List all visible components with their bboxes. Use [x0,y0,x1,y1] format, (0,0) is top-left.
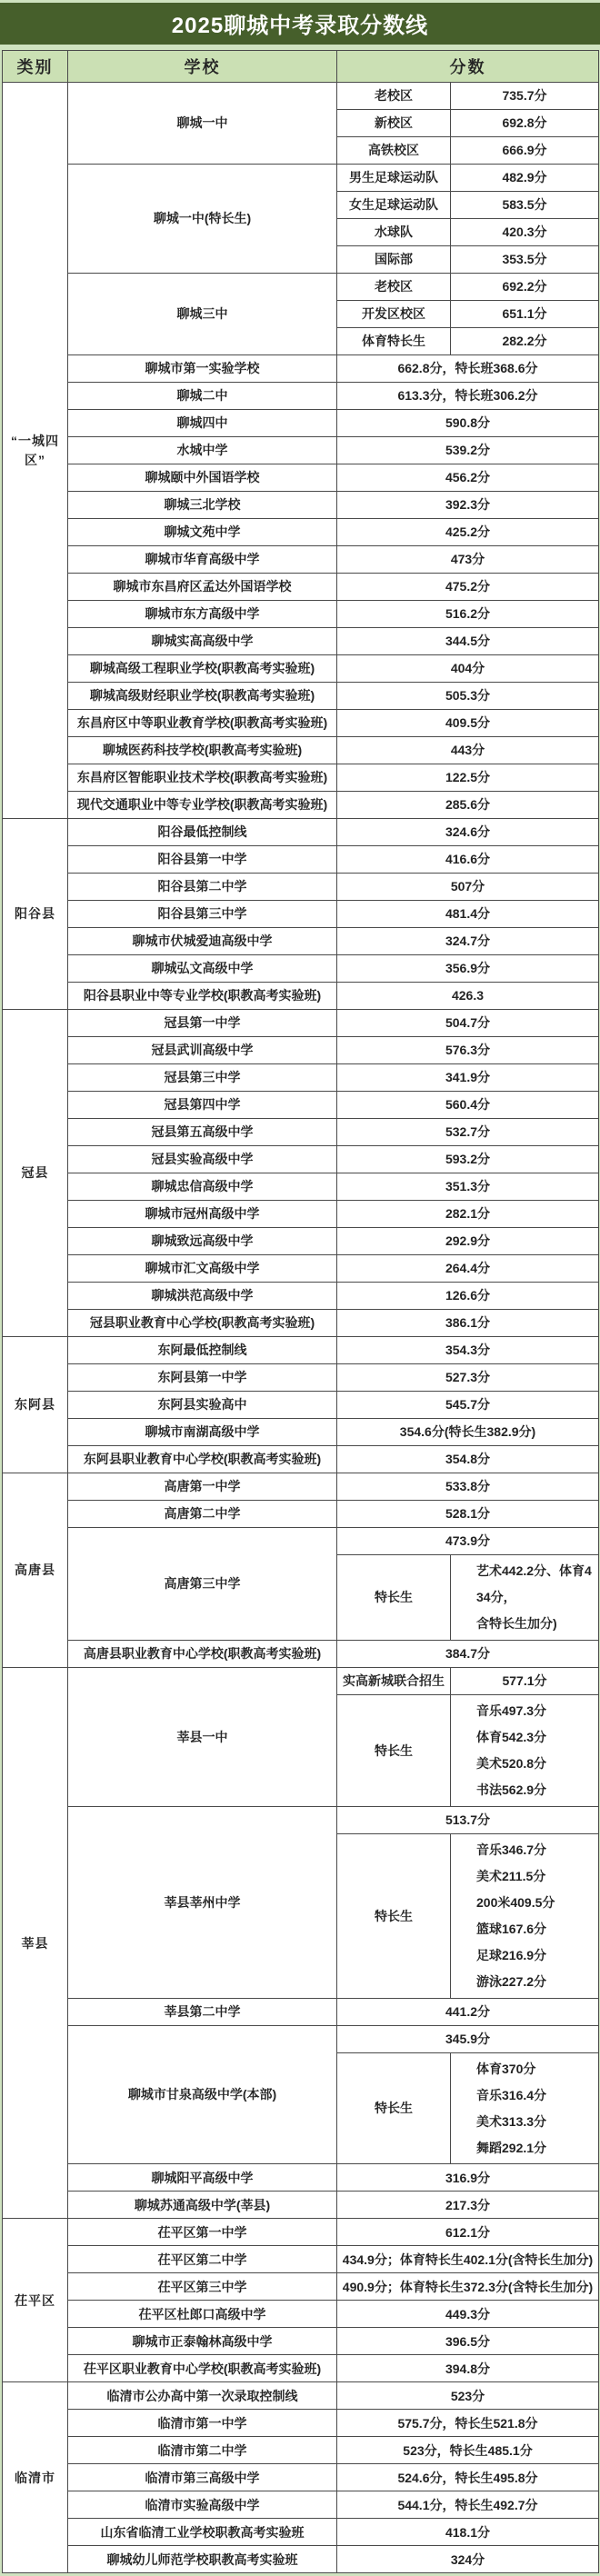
score-value-cell: 354.3分 [337,1337,599,1364]
table-row [3,846,599,874]
school-cell: 东昌府区中等职业教育学校(职教高考实验班) [68,710,337,737]
score-value-cell: 449.3分 [337,2301,599,2328]
score-value-cell: 613.3分，特长班306.2分 [337,383,599,410]
category-cell: 临清市 [3,2382,68,2573]
school-cell: 聊城市甘泉高级中学(本部) [68,2025,337,2164]
table-row [3,2519,599,2546]
school-cell: 阳谷县第二中学 [68,874,337,901]
score-type-cell: 国际部 [337,246,451,274]
school-cell: 聊城市正泰翰林高级中学 [68,2328,337,2355]
table-row [3,2246,599,2273]
table-row [3,955,599,983]
score-type-cell: 高铁校区 [337,137,451,165]
school-cell: 茌平区第二中学 [68,2246,337,2273]
school-cell: 莘县莘州中学 [68,1806,337,1998]
score-value-cell: 507分 [337,874,599,901]
score-value-cell: 523分，特长生485.1分 [337,2437,599,2464]
school-cell: 临清市第二中学 [68,2437,337,2464]
school-cell: 高唐第二中学 [68,1501,337,1528]
school-cell: 高唐县职业教育中心学校(职教高考实验班) [68,1640,337,1667]
school-cell: 聊城高级工程职业学校(职教高考实验班) [68,655,337,683]
score-value-cell: 473.9分 [337,1528,599,1555]
score-value-cell: 356.9分 [337,955,599,983]
score-value-cell: 420.3分 [451,219,599,246]
school-cell: 茌平区第三中学 [68,2273,337,2301]
score-value-cell: 528.1分 [337,1501,599,1528]
table-row [3,274,599,301]
table-row [3,1010,599,1037]
score-type-cell: 女生足球运动队 [337,192,451,219]
table-row [3,2546,599,2573]
table-row [3,1201,599,1228]
school-cell: 临清市公办高中第一次录取控制线 [68,2382,337,2410]
score-value-cell: 341.9分 [337,1064,599,1092]
school-cell: 冠县第三中学 [68,1064,337,1092]
school-cell: 聊城三中 [68,274,337,355]
school-cell: 冠县第一中学 [68,1010,337,1037]
table-row [3,1806,599,1833]
school-cell: 高唐第三中学 [68,1528,337,1641]
score-value-cell: 122.5分 [337,764,599,792]
table-row [3,737,599,764]
score-type-cell: 特长生 [337,1833,451,1998]
table-row [3,983,599,1010]
table-row [3,2328,599,2355]
score-value-cell: 音乐497.3分 体育542.3分 美术520.8分 书法562.9分 [451,1694,599,1806]
table-row [3,1037,599,1064]
score-value-cell: 473分 [337,546,599,574]
score-type-cell: 特长生 [337,1694,451,1806]
table-row [3,519,599,546]
school-cell: 莘县一中 [68,1667,337,1806]
table-row [3,683,599,710]
score-value-cell: 264.4分 [337,1255,599,1283]
table-row [3,1501,599,1528]
score-value-cell: 394.8分 [337,2355,599,2382]
score-value-cell: 386.1分 [337,1310,599,1337]
school-cell: 冠县第五高级中学 [68,1119,337,1146]
school-cell: 冠县第四中学 [68,1092,337,1119]
table-row [3,574,599,601]
school-cell: 莘县第二中学 [68,1998,337,2025]
school-cell: 聊城忠信高级中学 [68,1173,337,1201]
school-cell: 聊城市伏城爱迪高级中学 [68,928,337,955]
table-row [3,1228,599,1255]
score-value-cell: 艺术442.2分、体育434分， 含特长生加分) [451,1555,599,1641]
school-cell: 山东省临清工业学校职教高考实验班 [68,2519,337,2546]
table-row [3,1310,599,1337]
score-value-cell: 354.6分(特长生382.9分) [337,1419,599,1446]
score-value-cell: 590.8分 [337,410,599,437]
school-cell: 聊城弘文高级中学 [68,955,337,983]
table-row [3,355,599,383]
school-cell: 聊城医药科技学校(职教高考实验班) [68,737,337,764]
table-row [3,546,599,574]
score-value-cell: 516.2分 [337,601,599,628]
score-type-cell: 男生足球运动队 [337,165,451,192]
score-value-cell: 217.3分 [337,2192,599,2219]
school-cell: 茌平区杜郎口高级中学 [68,2301,337,2328]
school-cell: 阳谷县第一中学 [68,846,337,874]
school-cell: 东阿最低控制线 [68,1337,337,1364]
table-row [3,2491,599,2519]
score-value-cell: 490.9分；体育特长生372.3分(含特长生加分) [337,2273,599,2301]
school-cell: 东阿县第一中学 [68,1364,337,1392]
school-cell: 茌平区第一中学 [68,2219,337,2246]
table-row [3,1146,599,1173]
table-row [3,874,599,901]
school-cell: 聊城二中 [68,383,337,410]
score-value-cell: 426.3 [337,983,599,1010]
table-row [3,1064,599,1092]
score-value-cell: 282.2分 [451,328,599,355]
score-value-cell: 539.2分 [337,437,599,464]
score-value-cell: 481.4分 [337,901,599,928]
table-row [3,1392,599,1419]
school-cell: 聊城市东方高级中学 [68,601,337,628]
score-type-cell: 水球队 [337,219,451,246]
score-value-cell: 651.1分 [451,301,599,328]
score-value-cell: 532.7分 [337,1119,599,1146]
score-value-cell: 692.2分 [451,274,599,301]
table-row [3,655,599,683]
table-row [3,1119,599,1146]
school-cell: 东阿县实验高中 [68,1392,337,1419]
score-value-cell: 593.2分 [337,1146,599,1173]
score-type-cell: 体育特长生 [337,328,451,355]
score-value-cell: 404分 [337,655,599,683]
score-value-cell: 443分 [337,737,599,764]
school-cell: 聊城苏通高级中学(莘县) [68,2192,337,2219]
score-value-cell: 324.6分 [337,819,599,846]
score-type-cell: 特长生 [337,1555,451,1641]
score-value-cell: 662.8分，特长班368.6分 [337,355,599,383]
category-cell: 冠县 [3,1010,68,1337]
table-row [3,1255,599,1283]
school-cell: 水城中学 [68,437,337,464]
table-row [3,1173,599,1201]
school-cell: 聊城一中(特长生) [68,165,337,274]
score-value-cell: 353.5分 [451,246,599,274]
table-row [3,710,599,737]
score-value-cell: 545.7分 [337,1392,599,1419]
school-cell: 聊城市汇文高级中学 [68,1255,337,1283]
score-value-cell: 282.1分 [337,1201,599,1228]
score-value-cell: 612.1分 [337,2219,599,2246]
score-type-cell: 老校区 [337,274,451,301]
score-value-cell: 575.7分，特长生521.8分 [337,2410,599,2437]
score-value-cell: 456.2分 [337,464,599,492]
score-value-cell: 384.7分 [337,1640,599,1667]
score-value-cell: 524.6分，特长生495.8分 [337,2464,599,2491]
school-cell: 聊城幼儿师范学校职教高考实验班 [68,2546,337,2573]
page-title: 2025聊城中考录取分数线 [0,3,600,45]
score-value-cell: 324分 [337,2546,599,2573]
school-cell: 聊城市东昌府区孟达外国语学校 [68,574,337,601]
table-row [3,1419,599,1446]
column-header-school: 学校 [68,51,337,83]
table-row [3,1092,599,1119]
table-row [3,2025,599,2052]
table-row [3,2301,599,2328]
score-value-cell: 482.9分 [451,165,599,192]
score-value-cell: 126.6分 [337,1283,599,1310]
table-row [3,628,599,655]
category-cell: 茌平区 [3,2219,68,2382]
school-cell: 聊城市冠州高级中学 [68,1201,337,1228]
school-cell: 阳谷县第三中学 [68,901,337,928]
school-cell: 阳谷最低控制线 [68,819,337,846]
school-cell: 聊城一中 [68,83,337,165]
school-cell: 聊城市南湖高级中学 [68,1419,337,1446]
column-header-category: 类别 [3,51,68,83]
table-row [3,1473,599,1501]
table-row [3,1640,599,1667]
category-cell: 高唐县 [3,1473,68,1668]
table-row [3,819,599,846]
table-row [3,2164,599,2192]
score-value-cell: 351.3分 [337,1173,599,1201]
score-value-cell: 324.7分 [337,928,599,955]
score-value-cell: 392.3分 [337,492,599,519]
school-cell: 聊城四中 [68,410,337,437]
table-row [3,2355,599,2382]
table-row [3,437,599,464]
table-row [3,464,599,492]
school-cell: 聊城高级财经职业学校(职教高考实验班) [68,683,337,710]
score-type-cell: 老校区 [337,83,451,110]
score-value-cell: 577.1分 [451,1667,599,1694]
score-value-cell: 409.5分 [337,710,599,737]
table-row [3,2273,599,2301]
score-type-cell: 新校区 [337,110,451,137]
school-cell: 聊城市华育高级中学 [68,546,337,574]
category-cell: “一城四区” [3,83,68,819]
table-header [3,51,599,83]
score-value-cell: 475.2分 [337,574,599,601]
score-value-cell: 292.9分 [337,1228,599,1255]
school-cell: 聊城实高高级中学 [68,628,337,655]
score-value-cell: 418.1分 [337,2519,599,2546]
score-value-cell: 396.5分 [337,2328,599,2355]
score-value-cell: 316.9分 [337,2164,599,2192]
table-row [3,410,599,437]
table-row [3,83,599,110]
school-cell: 东阿县职业教育中心学校(职教高考实验班) [68,1446,337,1473]
school-cell: 临清市第一中学 [68,2410,337,2437]
score-value-cell: 音乐346.7分 美术211.5分 200米409.5分 篮球167.6分 足球216.9分 游泳227.2分 [451,1833,599,1998]
score-value-cell: 354.8分 [337,1446,599,1473]
school-cell: 聊城三北学校 [68,492,337,519]
table-row [3,1528,599,1555]
school-cell: 冠县职业教育中心学校(职教高考实验班) [68,1310,337,1337]
table-row [3,2192,599,2219]
school-cell: 冠县武训高级中学 [68,1037,337,1064]
school-cell: 临清市第三高级中学 [68,2464,337,2491]
table-row [3,1283,599,1310]
table-row [3,2410,599,2437]
table-row [3,492,599,519]
category-cell: 阳谷县 [3,819,68,1010]
score-value-cell: 体育370分 音乐316.4分 美术313.3分 舞蹈292.1分 [451,2052,599,2164]
table-row [3,764,599,792]
score-value-cell: 666.9分 [451,137,599,165]
table-row [3,2437,599,2464]
school-cell: 聊城文苑中学 [68,519,337,546]
score-value-cell: 692.8分 [451,110,599,137]
school-cell: 临清市实验高级中学 [68,2491,337,2519]
table-row [3,165,599,192]
school-cell: 现代交通职业中等专业学校(职教高考实验班) [68,792,337,819]
table-row [3,2219,599,2246]
school-cell: 聊城洪范高级中学 [68,1283,337,1310]
score-value-cell: 344.5分 [337,628,599,655]
school-cell: 高唐第一中学 [68,1473,337,1501]
score-value-cell: 416.6分 [337,846,599,874]
table-row [3,383,599,410]
score-table-body [3,83,599,2573]
school-cell: 阳谷县职业中等专业学校(职教高考实验班) [68,983,337,1010]
category-cell: 莘县 [3,1667,68,2219]
table-row [3,1998,599,2025]
score-type-cell: 实高新城联合招生 [337,1667,451,1694]
table-row [3,1667,599,1694]
school-cell: 茌平区职业教育中心学校(职教高考实验班) [68,2355,337,2382]
score-value-cell: 345.9分 [337,2025,599,2052]
school-cell: 聊城阳平高级中学 [68,2164,337,2192]
score-value-cell: 285.6分 [337,792,599,819]
table-row [3,601,599,628]
table-row [3,928,599,955]
school-cell: 聊城市第一实验学校 [68,355,337,383]
score-type-cell: 特长生 [337,2052,451,2164]
score-value-cell: 583.5分 [451,192,599,219]
school-cell: 聊城致远高级中学 [68,1228,337,1255]
table-row [3,901,599,928]
page [0,3,600,2573]
school-cell: 聊城颐中外国语学校 [68,464,337,492]
header-row [3,51,599,83]
score-value-cell: 560.4分 [337,1092,599,1119]
score-value-cell: 513.7分 [337,1806,599,1833]
column-header-score: 分数 [337,51,599,83]
score-type-cell: 开发区校区 [337,301,451,328]
score-value-cell: 576.3分 [337,1037,599,1064]
table-row [3,1337,599,1364]
school-cell: 东昌府区智能职业技术学校(职教高考实验班) [68,764,337,792]
school-cell: 冠县实验高级中学 [68,1146,337,1173]
score-value-cell: 544.1分，特长生492.7分 [337,2491,599,2519]
category-cell: 东阿县 [3,1337,68,1473]
score-value-cell: 533.8分 [337,1473,599,1501]
score-value-cell: 527.3分 [337,1364,599,1392]
table-row [3,792,599,819]
table-row [3,1364,599,1392]
table-row [3,1446,599,1473]
score-value-cell: 441.2分 [337,1998,599,2025]
score-value-cell: 735.7分 [451,83,599,110]
score-value-cell: 434.9分；体育特长生402.1分(含特长生加分) [337,2246,599,2273]
score-value-cell: 504.7分 [337,1010,599,1037]
score-value-cell: 505.3分 [337,683,599,710]
score-table [2,50,599,2573]
table-row [3,2382,599,2410]
table-row [3,2464,599,2491]
score-value-cell: 523分 [337,2382,599,2410]
score-value-cell: 425.2分 [337,519,599,546]
